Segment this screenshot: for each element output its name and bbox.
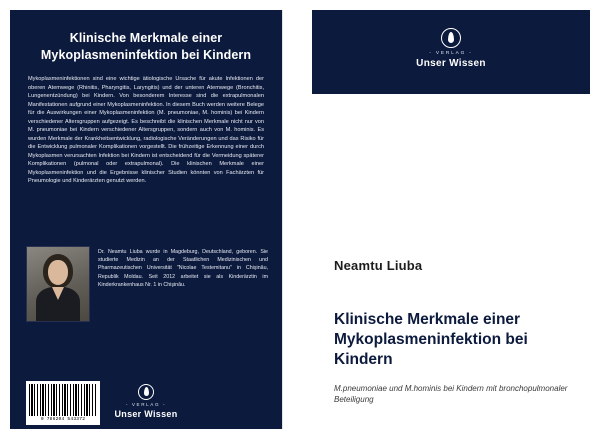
front-cover-panel [312,10,590,429]
ean13-barcode-icon [26,381,100,425]
author-portrait-photo [26,246,90,322]
author-block [26,246,268,322]
flame-in-circle-icon [138,384,154,400]
book-spine [282,10,314,429]
publisher-label: - VERLAG - [429,51,473,56]
back-cover-abstract: Mykoplasmeninfektionen sind eine wichtige ätiologische Ursache für akute Infektionen der oberen Atemwege (Rhinitis, Pharyngitis, Laryngitis) und der unteren Atemwege (Bronchitis, Lungenentzündung) bei Kindern. Von besonderem Interesse sind die extrapulmonalen Manifestationen aufgrund einer Mykoplasmeninfektion. In diesem Buch werden weitere Belege für die Auswirkungen einer Mykoplasmeninfektion (M. pneumoniae, M. hominis) bei Kindern verschiedener Altersgruppen aufgezeigt. Es beschreibt die klinischen Merkmale nicht nur von M. pneumoniae bei Kindern verschiedener Altersgruppen, sondern auch von M. hominis. Es wurden Merkmale der Krankheitsentwicklung, radiologische Veränderungen und das Risiko für die Entwicklung pulmonaler Komplikationen vorgestellt. Die frühzeitige Erkennung einer durch Mykoplasmen verursachten Infektion bei Kindern ist entscheidend für die Vermeidung späterer Komplikationen (pulmonal oder extrapulmonal). Die klinischen Merkmale einer Mykoplasmeninfektion und die Ergebnisse klinischer Studien könnten von Fachärzten für Pneumologie und Kinderärzten genutzt werden. [28,76,264,184]
front-cover-title: Klinische Merkmale einer Mykoplasmeninfektion bei Kindern [334,311,528,368]
publisher-name: Unser Wissen [114,409,178,419]
author-biography: Dr. Neamtu Liuba wurde in Magdeburg, Deutschland, geboren. Sie studierte Medizin an der Staatlichen Medizinischen und Pharmazeutischen Universität "Nicolae Testemitanu" in Chişinău, Republik Moldau. Seit 2012 arbeitet sie als Kinderärztin im Kinderkrankenhaus Nr. 1 in Chişinău. [98,249,268,288]
back-cover-title: Klinische Merkmale einer Mykoplasmeninfektion bei Kindern [40,31,252,62]
barcode-bars [29,384,97,416]
flame-in-circle-icon [441,28,461,48]
front-publisher-logo [391,28,511,69]
publisher-label: - VERLAG - [125,402,167,407]
front-cover-subtitle: M.pneumoniae und M.hominis bei Kindern mit bronchopulmonaler Beteiligung [334,384,568,405]
front-cover-author: Neamtu Liuba [334,258,423,273]
back-cover-panel [10,10,282,429]
publisher-name: Unser Wissen [416,58,486,69]
barcode-number: 9 786204 543372 [40,417,86,422]
